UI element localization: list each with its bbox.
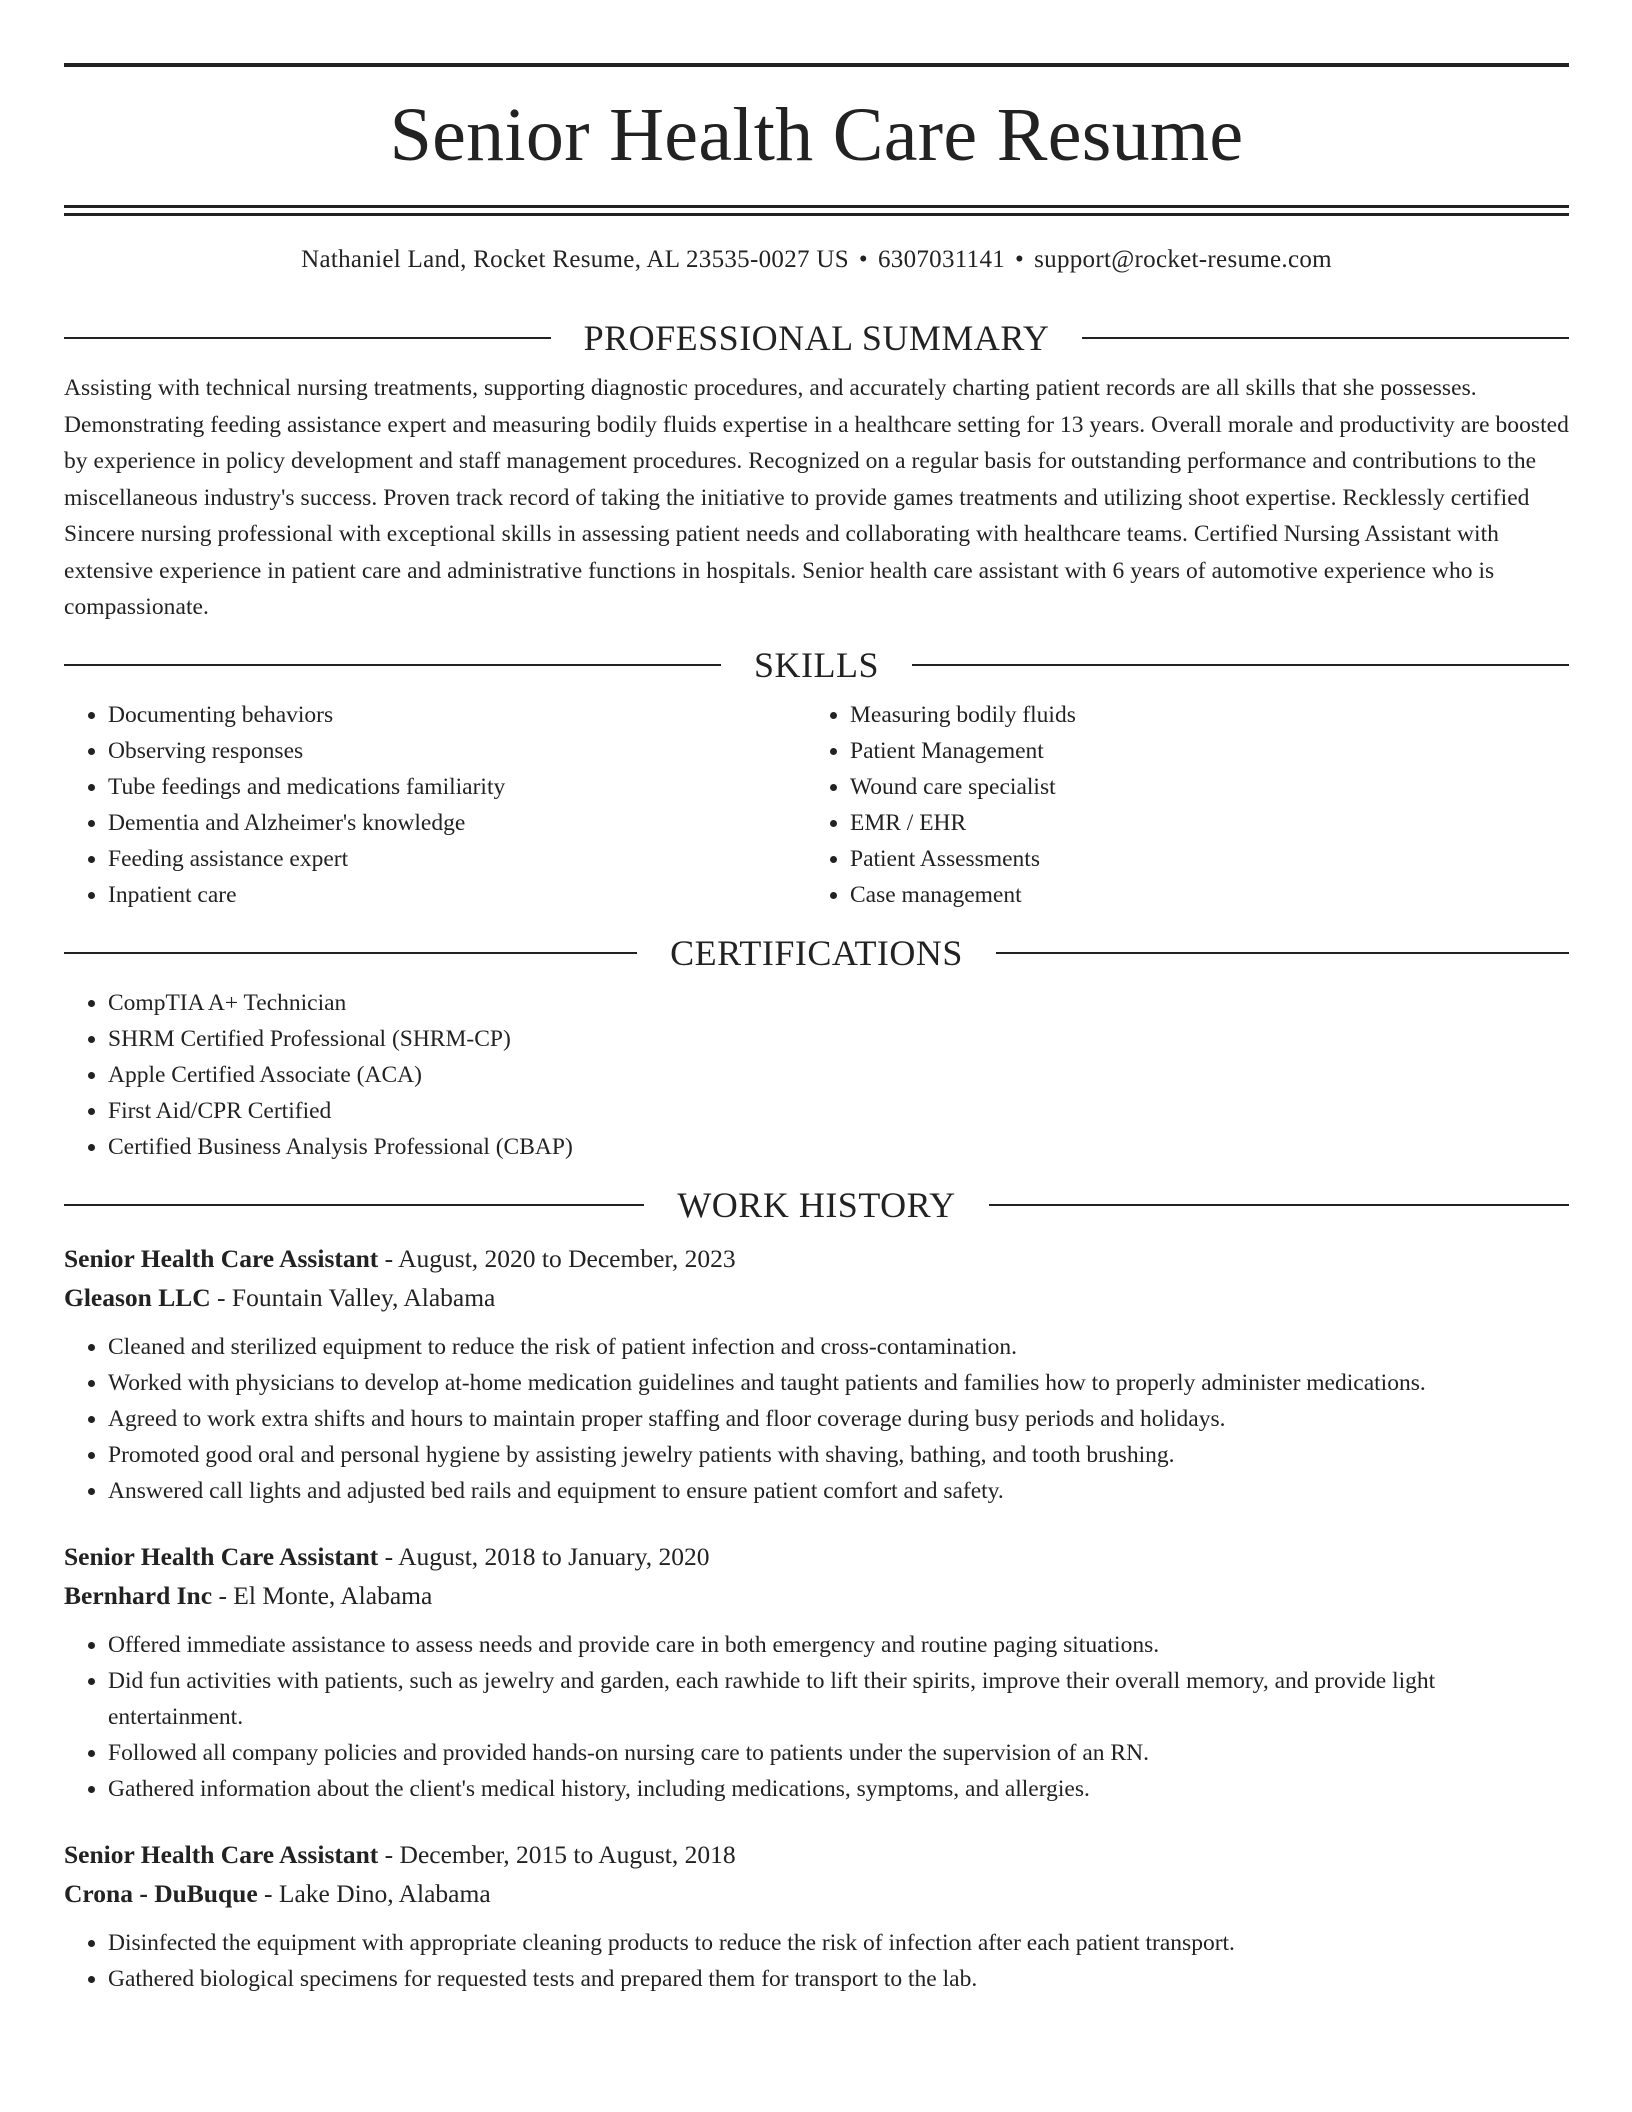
certifications-list bbox=[64, 985, 1569, 1165]
skill-item: • Patient Assessments bbox=[850, 841, 1548, 877]
job-dates: - August, 2018 to January, 2020 bbox=[378, 1541, 710, 1571]
job-duty-item: • Offered immediate assistance to assess needs and provide care in both emergency and routine paging situations. bbox=[108, 1627, 1569, 1663]
job-company-line bbox=[64, 1576, 1569, 1615]
resume-page bbox=[64, 0, 1569, 1997]
heading-rule-left bbox=[64, 952, 637, 954]
contact-separator: • bbox=[858, 246, 868, 273]
job-duty-item: • Cleaned and sterilized equipment to reduce the risk of patient infection and cross-contamination. bbox=[108, 1329, 1569, 1365]
job-duty-item: • Gathered biological specimens for requested tests and prepared them for transport to the lab. bbox=[108, 1961, 1569, 1997]
job-duties-list bbox=[64, 1925, 1569, 1997]
certification-item: • SHRM Certified Professional (SHRM-CP) bbox=[108, 1021, 1569, 1057]
skill-item: • Inpatient care bbox=[108, 877, 806, 913]
skills-column-right bbox=[806, 697, 1548, 913]
certification-item: • First Aid/CPR Certified bbox=[108, 1093, 1569, 1129]
job-title-line bbox=[64, 1537, 1569, 1576]
heading-rule-left bbox=[64, 664, 721, 666]
contact-phone: 6307031141 bbox=[877, 246, 1006, 273]
job-duty-item: • Gathered information about the client's medical history, including medications, symptoms, and allergies. bbox=[108, 1771, 1569, 1807]
job-entry bbox=[64, 1537, 1569, 1807]
skills-column-left bbox=[64, 697, 806, 913]
contact-address: Nathaniel Land, Rocket Resume, AL 23535-0027 US bbox=[301, 246, 849, 273]
job-location: - El Monte, Alabama bbox=[212, 1580, 433, 1610]
job-duty-item: • Followed all company policies and provided hands-on nursing care to patients under the supervision of an RN. bbox=[108, 1735, 1569, 1771]
skills-columns bbox=[64, 697, 1569, 913]
job-company: Bernhard Inc bbox=[64, 1580, 213, 1610]
job-duty-item: • Disinfected the equipment with appropriate cleaning products to reduce the risk of infection after each patient transport. bbox=[108, 1925, 1569, 1961]
heading-rule-right bbox=[1082, 337, 1569, 339]
heading-rule-right bbox=[912, 664, 1569, 666]
job-duty-item: • Worked with physicians to develop at-home medication guidelines and taught patients and families how to properly administer medications. bbox=[108, 1365, 1569, 1401]
skill-item: • Feeding assistance expert bbox=[108, 841, 806, 877]
title-double-rule bbox=[64, 205, 1569, 216]
skill-item: • Documenting behaviors bbox=[108, 697, 806, 733]
work-history-section-heading bbox=[64, 1185, 1569, 1225]
skills-heading-label: SKILLS bbox=[754, 644, 880, 685]
top-rule bbox=[64, 63, 1569, 67]
job-location: - Lake Dino, Alabama bbox=[257, 1878, 491, 1908]
heading-rule-right bbox=[989, 1204, 1569, 1206]
skill-item: • Observing responses bbox=[108, 733, 806, 769]
job-dates: - December, 2015 to August, 2018 bbox=[378, 1839, 736, 1869]
job-duty-item: • Answered call lights and adjusted bed rails and equipment to ensure patient comfort and safety. bbox=[108, 1473, 1569, 1509]
job-duties-list bbox=[64, 1329, 1569, 1509]
job-duty-item: • Agreed to work extra shifts and hours to maintain proper staffing and floor coverage during busy periods and holidays. bbox=[108, 1401, 1569, 1437]
skill-item: • Dementia and Alzheimer's knowledge bbox=[108, 805, 806, 841]
job-title-line bbox=[64, 1835, 1569, 1874]
professional-summary-text: Assisting with technical nursing treatments, supporting diagnostic procedures, and accurately charting patient records are all skills that she possesses. Demonstrating feeding assistance expert and measuring bodily fluids expertise in a healthcare setting for 13 years. Overall morale and productivity are boosted by experience in policy development and staff management procedures. Recognized on a regular basis for outstanding performance and contributions to the miscellaneous industry's success. Proven track record of taking the initiative to provide games treatments and utilizing shoot expertise. Recklessly certified Sincere nursing professional with exceptional skills in assessing patient needs and collaborating with healthcare teams. Certified Nursing Assistant with extensive experience in patient care and administrative functions in hospitals. Senior health care assistant with 6 years of automotive experience who is compassionate. bbox=[64, 375, 1569, 620]
job-location: - Fountain Valley, Alabama bbox=[210, 1282, 496, 1312]
certifications-section-heading bbox=[64, 933, 1569, 973]
job-company: Crona - DuBuque bbox=[64, 1878, 258, 1908]
skill-item: • EMR / EHR bbox=[850, 805, 1548, 841]
skill-item: • Tube feedings and medications familiarity bbox=[108, 769, 806, 805]
skill-item: • Wound care specialist bbox=[850, 769, 1548, 805]
skill-item: • Patient Management bbox=[850, 733, 1548, 769]
job-dates: - August, 2020 to December, 2023 bbox=[378, 1243, 736, 1273]
job-company-line bbox=[64, 1278, 1569, 1317]
job-title: Senior Health Care Assistant bbox=[64, 1243, 379, 1273]
contact-email: support@rocket-resume.com bbox=[1034, 246, 1332, 273]
job-title: Senior Health Care Assistant bbox=[64, 1541, 379, 1571]
skills-list-right bbox=[806, 697, 1548, 913]
job-entry bbox=[64, 1835, 1569, 1997]
skills-list-left bbox=[64, 697, 806, 913]
job-title: Senior Health Care Assistant bbox=[64, 1839, 379, 1869]
heading-rule-left bbox=[64, 337, 551, 339]
resume-title: Senior Health Care Resume bbox=[389, 93, 1244, 177]
job-entry bbox=[64, 1239, 1569, 1509]
job-duty-item: • Promoted good oral and personal hygiene by assisting jewelry patients with shaving, bathing, and tooth brushing. bbox=[108, 1437, 1569, 1473]
job-duty-item: • Did fun activities with patients, such as jewelry and garden, each rawhide to lift their spirits, improve their overall memory, and provide light entertainment. bbox=[108, 1663, 1569, 1735]
summary-heading-label: PROFESSIONAL SUMMARY bbox=[583, 318, 1050, 358]
contact-line bbox=[64, 246, 1569, 274]
heading-rule-left bbox=[64, 1204, 644, 1206]
work-history-heading-label: WORK HISTORY bbox=[677, 1184, 956, 1225]
job-company: Gleason LLC bbox=[64, 1282, 211, 1312]
skills-section-heading bbox=[64, 645, 1569, 685]
certifications-heading-label: CERTIFICATIONS bbox=[670, 932, 963, 973]
certification-item: • CompTIA A+ Technician bbox=[108, 985, 1569, 1021]
job-duties-list bbox=[64, 1627, 1569, 1807]
skill-item: • Case management bbox=[850, 877, 1548, 913]
job-company-line bbox=[64, 1874, 1569, 1913]
summary-section-heading bbox=[64, 318, 1569, 358]
heading-rule-right bbox=[996, 952, 1569, 954]
certification-item: • Apple Certified Associate (ACA) bbox=[108, 1057, 1569, 1093]
contact-separator: • bbox=[1015, 246, 1025, 273]
job-title-line bbox=[64, 1239, 1569, 1278]
certification-item: • Certified Business Analysis Professional (CBAP) bbox=[108, 1129, 1569, 1165]
skill-item: • Measuring bodily fluids bbox=[850, 697, 1548, 733]
